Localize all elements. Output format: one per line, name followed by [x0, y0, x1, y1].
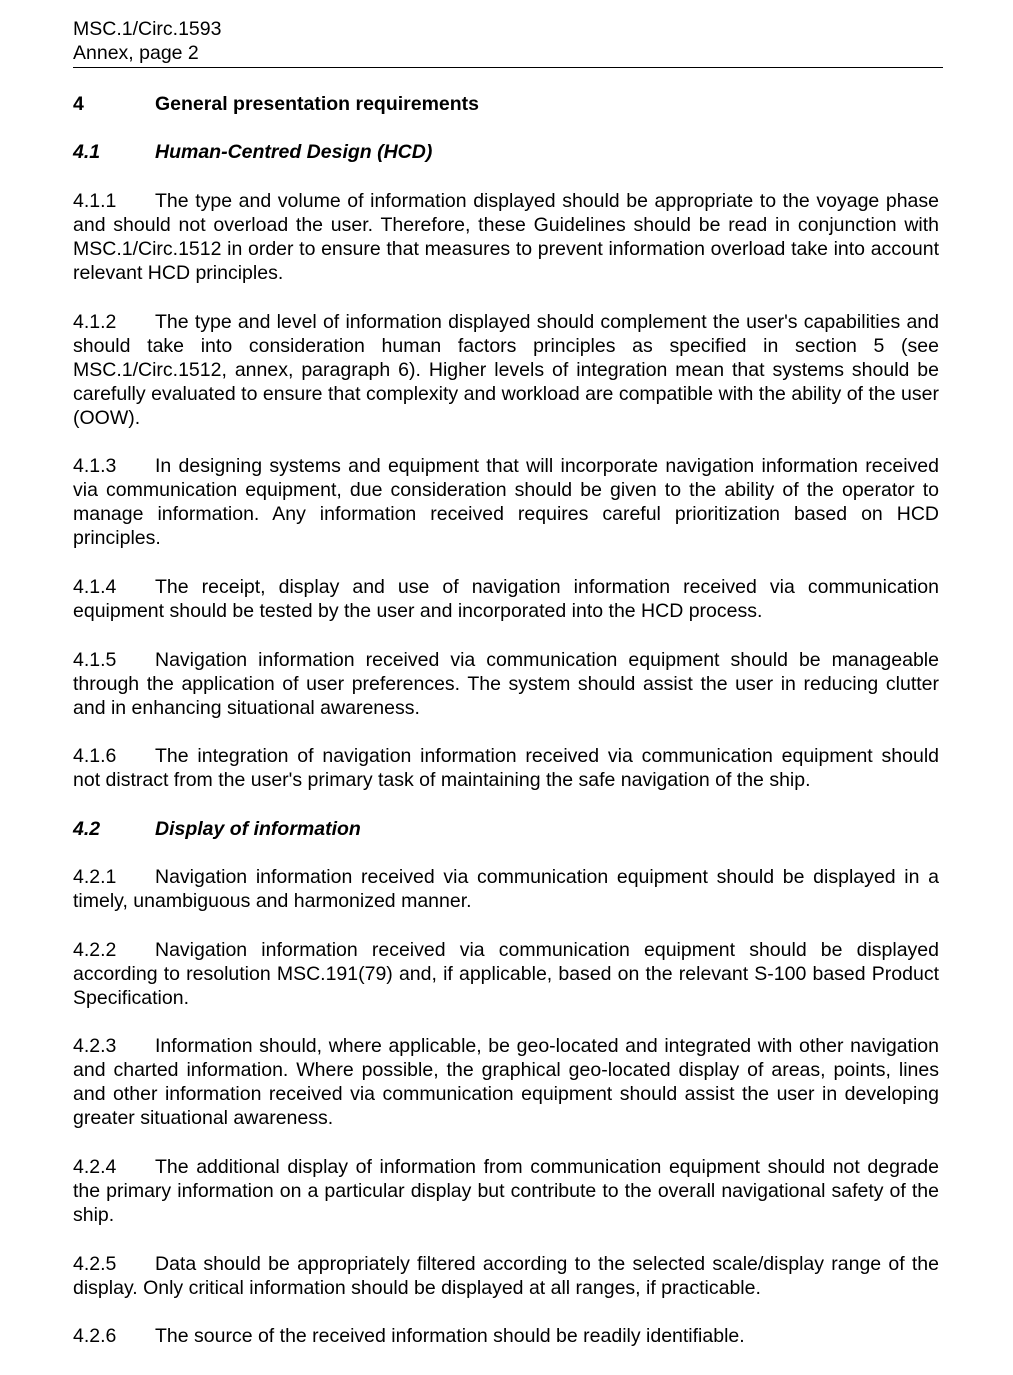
- paragraph-text: Navigation information received via communication equipment should be displayed according to resolution MSC.191(79) and, if applicable, based on the relevant S-100 based Product Specification.: [73, 939, 939, 1009]
- paragraph-number: 4.2.6: [73, 1325, 117, 1347]
- paragraph-4-1-2: [73, 310, 939, 430]
- paragraph-number: 4.2.2: [73, 939, 117, 961]
- paragraph-4-2-3: [73, 1034, 939, 1130]
- paragraph-text: The type and volume of information displayed should be appropriate to the voyage phase and should not overload the user. Therefore, these Guidelines should be read in conjunction with MSC.1/Circ.1512 in order to ensure that measures to prevent information overload take into account relevant HCD principles.: [73, 190, 939, 284]
- paragraph-4-2-6: [73, 1324, 939, 1348]
- section-number: 4: [73, 93, 84, 115]
- paragraph-text: The additional display of information from communication equipment should not degrade the primary information on a particular display but contribute to the overall navigational safety of the ship.: [73, 1156, 939, 1226]
- subsection-title: Human-Centred Design (HCD): [155, 141, 433, 163]
- subsection-heading-4-2: [73, 817, 361, 841]
- header-divider: [73, 67, 943, 68]
- paragraph-text: In designing systems and equipment that will incorporate navigation information received via communication equipment, due consideration should be given to the ability of the operator to manage information. Any information received requires careful prioritization based on HCD principles.: [73, 455, 939, 549]
- paragraph-4-2-5: [73, 1252, 939, 1300]
- paragraph-text: The receipt, display and use of navigation information received via communication equipment should be tested by the user and incorporated into the HCD process.: [73, 576, 939, 622]
- paragraph-4-1-5: [73, 648, 939, 720]
- paragraph-text: Information should, where applicable, be geo-located and integrated with other navigation and charted information. Where possible, the graphical geo-located display of areas, points, lines and other information received via communication equipment should assist the user in developing greater situational awareness.: [73, 1035, 939, 1129]
- document-reference: MSC.1/Circ.1593: [73, 18, 222, 40]
- paragraph-text: The source of the received information should be readily identifiable.: [155, 1325, 745, 1347]
- paragraph-text: The type and level of information displayed should complement the user's capabilities and should take into consideration human factors principles as specified in section 5 (see MSC.1/Circ.1512, annex, paragraph 6). Higher levels of integration mean that systems should be carefully evaluated to ensure that complexity and workload are compatible with the ability of the user (OOW).: [73, 311, 939, 429]
- paragraph-4-1-1: [73, 189, 939, 285]
- paragraph-4-1-4: [73, 575, 939, 623]
- paragraph-text: The integration of navigation information received via communication equipment should not distract from the user's primary task of maintaining the safe navigation of the ship.: [73, 745, 939, 791]
- section-title: General presentation requirements: [155, 93, 480, 115]
- subsection-heading-4-1: [73, 140, 432, 164]
- section-heading: [73, 92, 479, 116]
- paragraph-4-1-6: [73, 744, 939, 792]
- subsection-number: 4.1: [73, 141, 101, 163]
- paragraph-number: 4.2.1: [73, 866, 117, 888]
- paragraph-number: 4.1.2: [73, 311, 117, 333]
- page-indicator: Annex, page 2: [73, 42, 199, 64]
- paragraph-number: 4.2.3: [73, 1035, 117, 1057]
- subsection-number: 4.2: [73, 818, 101, 840]
- page-header: [73, 17, 943, 65]
- paragraph-text: Navigation information received via communication equipment should be manageable through the application of user preferences. The system should assist the user in reducing clutter and in enhancing situational awareness.: [73, 649, 939, 719]
- subsection-title: Display of information: [155, 818, 361, 840]
- paragraph-number: 4.1.1: [73, 190, 117, 212]
- paragraph-number: 4.1.4: [73, 576, 117, 598]
- paragraph-number: 4.1.3: [73, 455, 117, 477]
- paragraph-text: Data should be appropriately filtered according to the selected scale/display range of the display. Only critical information should be displayed at all ranges, if practicable.: [73, 1253, 939, 1299]
- paragraph-4-2-2: [73, 938, 939, 1010]
- paragraph-number: 4.1.5: [73, 649, 117, 671]
- paragraph-4-2-4: [73, 1155, 939, 1227]
- paragraph-number: 4.2.4: [73, 1156, 117, 1178]
- paragraph-text: Navigation information received via communication equipment should be displayed in a timely, unambiguous and harmonized manner.: [73, 866, 939, 912]
- paragraph-4-2-1: [73, 865, 939, 913]
- paragraph-number: 4.2.5: [73, 1253, 117, 1275]
- paragraph-4-1-3: [73, 454, 939, 550]
- paragraph-number: 4.1.6: [73, 745, 117, 767]
